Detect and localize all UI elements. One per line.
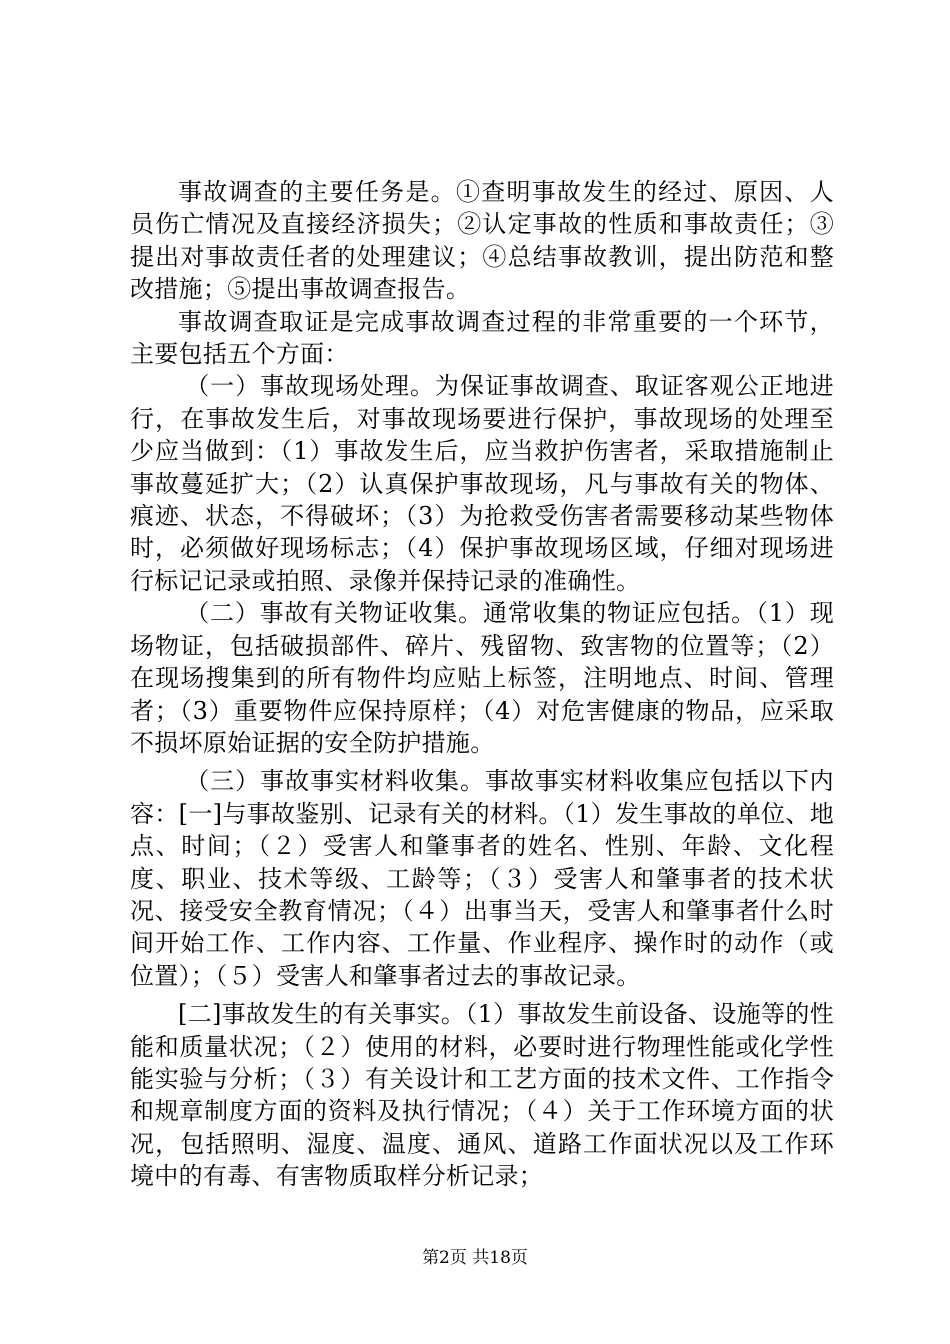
paragraph-evidence-intro: 事故调查取证是完成事故调查过程的非常重要的一个环节，主要包括五个方面：: [130, 307, 834, 369]
paragraph-related-facts: [二]事故发生的有关事实。（1）事故发生前设备、设施等的性能和质量状况；（２）使用的材料，必要时进行物理性能或化学性能实验与分析；（３）有关设计和工艺方面的技术文件、工作指令和规章制度方面的资料及执行情况；（４）关于工作环境方面的状况，包括照明、湿度、温度、通风、道路工作面状况以及工作环境中的有毒、有害物质取样分析记录；: [130, 1000, 834, 1191]
document-body: [130, 176, 834, 1193]
paragraph-physical-evidence: （二）事故有关物证收集。通常收集的物证应包括。（1）现场物证，包括破损部件、碎片、残留物、致害物的位置等；（2）在现场搜集到的所有物件均应贴上标签，注明地点、时间、管理者；（3）重要物件应保持原样；（4）对危害健康的物品，应采取不损坏原始证据的安全防护措施。: [130, 599, 834, 757]
page-footer: 第2页 共18页: [422, 1248, 528, 1268]
paragraph-scene-handling: （一）事故现场处理。为保证事故调查、取证客观公正地进行，在事故发生后，对事故现场要进行保护，事故现场的处理至少应当做到：（1）事故发生后，应当救护伤害者，采取措施制止事故蔓延扩大；（2）认真保护事故现场，凡与事故有关的物体、痕迹、状态，不得破坏；（3）为抢救受伤害者需要移动某些物体时，必须做好现场标志；（4）保护事故现场区域，仔细对现场进行标记记录或拍照、录像并保持记录的准确性。: [130, 372, 834, 595]
paragraph-main-tasks: 事故调查的主要任务是。①查明事故发生的经过、原因、人员伤亡情况及直接经济损失；②认定事故的性质和事故责任；③提出对事故责任者的处理建议；④总结事故教训，提出防范和整改措施；⑤提出事故调查报告。: [130, 178, 834, 304]
paragraph-fact-materials: （三）事故事实材料收集。事故事实材料收集应包括以下内容：[一]与事故鉴别、记录有关的材料。（1）发生事故的单位、地点、时间；（２）受害人和肇事者的姓名、性别、年龄、文化程度、职业、技术等级、工龄等；（３）受害人和肇事者的技术状况、接受安全教育情况；（４）出事当天，受害人和肇事者什么时间开始工作、工作内容、工作量、作业程序、操作时的动作（或位置）；（５）受害人和肇事者过去的事故记录。: [130, 767, 834, 990]
